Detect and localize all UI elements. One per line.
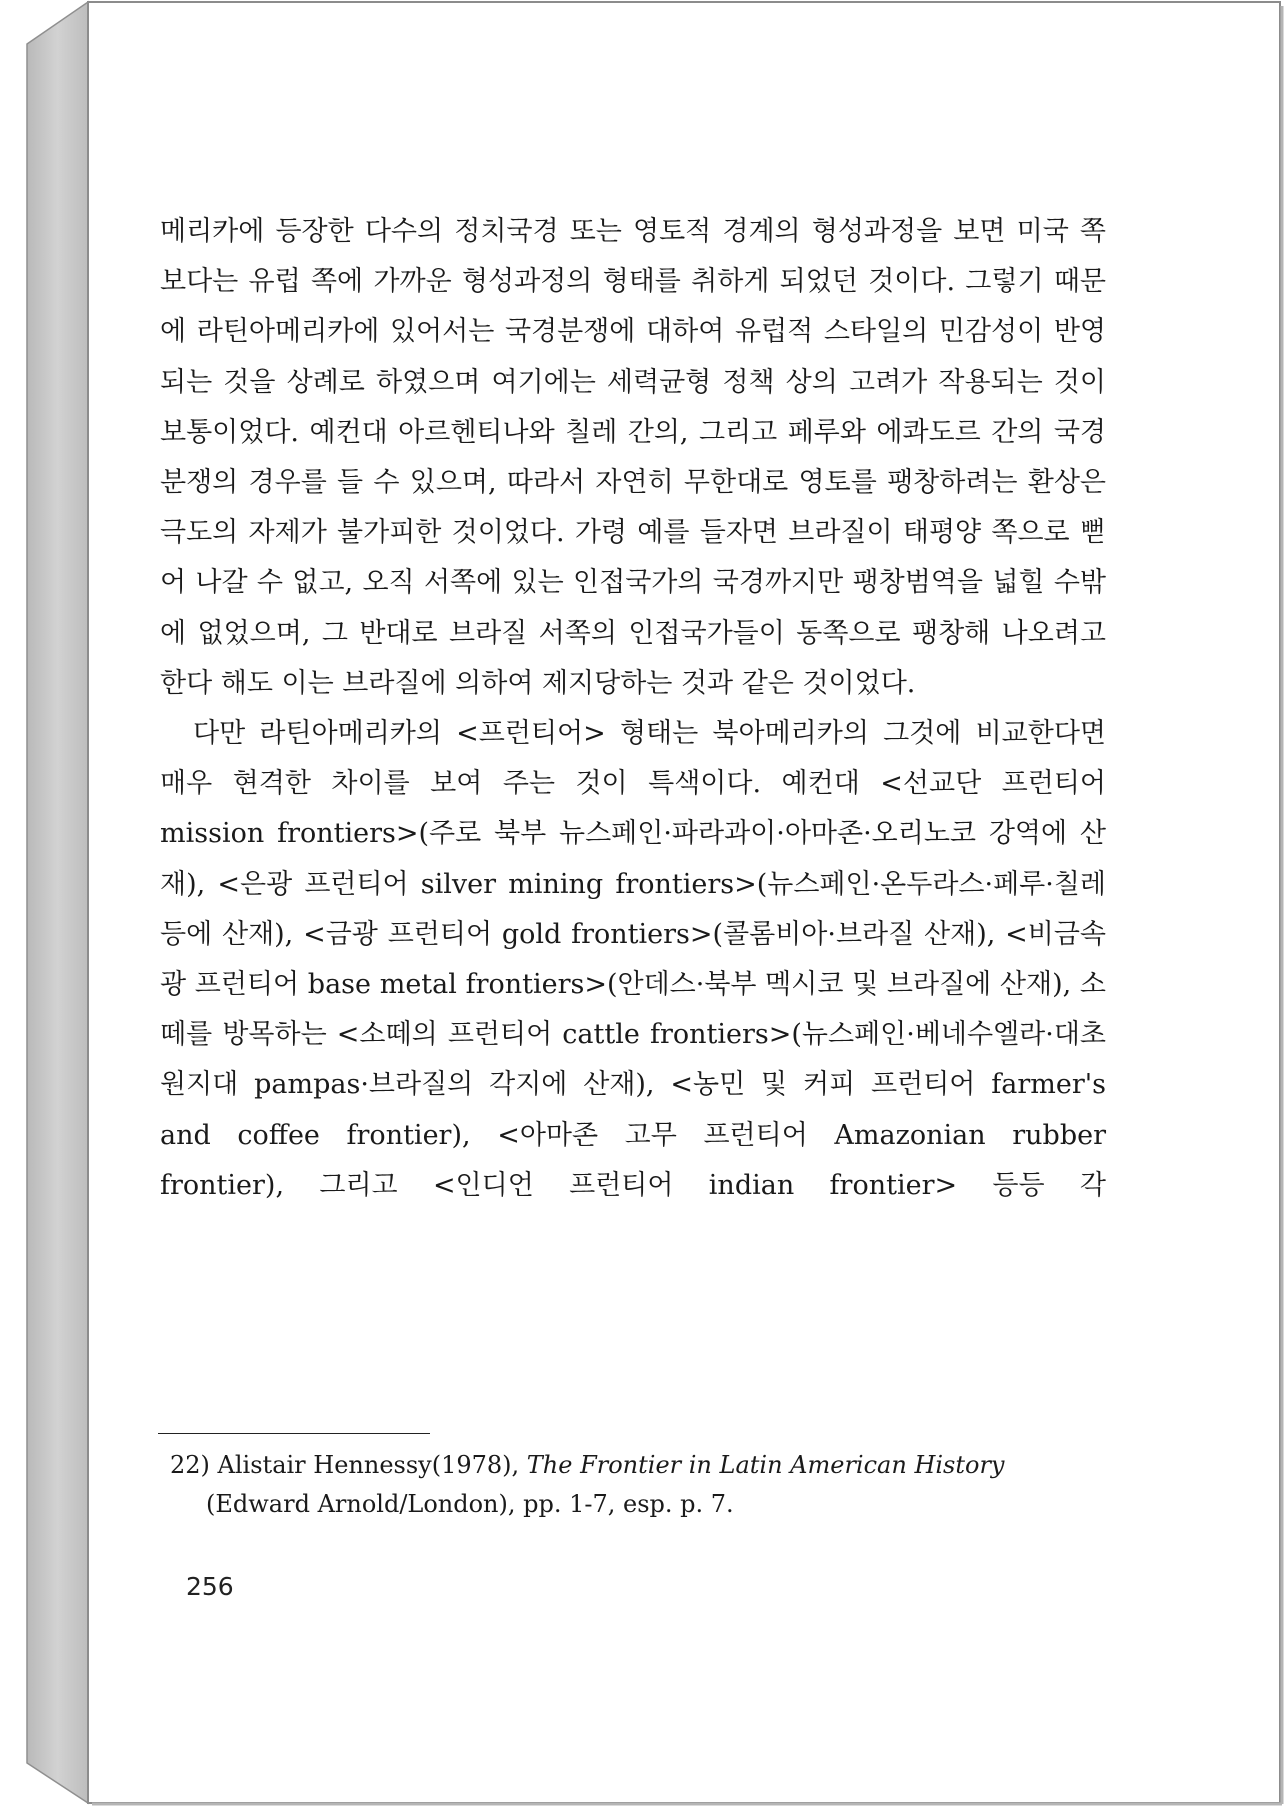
footnote-author: Alistair Hennessy(1978), [217, 1451, 520, 1479]
book-spine [27, 2, 88, 1803]
footnote-number: 22) [170, 1451, 210, 1479]
footnote-divider [158, 1433, 430, 1434]
paragraph-2: 다만 라틴아메리카의 <프런티어> 형태는 북아메리카의 그것에 비교한다면 매우 현격한 차이를 보여 주는 것이 특색이다. 예컨대 <선교단 프런티어 mission frontiers>(주로 북부 뉴스페인·파라과이·아마존·오리노코 강역에 산재), <은광 프런티어 silver mining frontiers>(뉴스페인·온두라스·페루·칠레 등에 산재), <금광 프런티어 gold frontiers>(콜롬비아·브라질 산재), <비금속광 프런티어 base metal frontiers>(안데스·북부 멕시코 및 브라질에 산재), 소떼를 방목하는 <소떼의 프런티어 cattle frontiers>(뉴스페인·베네수엘라·대초원지대 pampas·브라질의 각지에 산재), <농민 및 커피 프런티어 farmer's and coffee frontier), <아마존 고무 프런티어 Amazonian rubber frontier), 그리고 <인디언 프런티어 indian frontier> 등등 각 [160, 718, 1106, 1201]
paragraph-1: 메리카에 등장한 다수의 정치국경 또는 영토적 경계의 형성과정을 보면 미국 쪽보다는 유럽 쪽에 가까운 형성과정의 형태를 취하게 되었던 것이다. 그렇기 때문에 라틴아메리카에 있어서는 국경분쟁에 대하여 유럽적 스타일의 민감성이 반영되는 것을 상례로 하였으며 여기에는 세력균형 정책 상의 고려가 작용되는 것이 보통이었다. 예컨대 아르헨티나와 칠레 간의, 그리고 페루와 에콰도르 간의 국경분쟁의 경우를 들 수 있으며, 따라서 자연히 무한대로 영토를 팽창하려는 환상은 극도의 자제가 불가피한 것이었다. 가령 예를 들자면 브라질이 태평양 쪽으로 뻗어 나갈 수 없고, 오직 서쪽에 있는 인접국가의 국경까지만 팽창범역을 넓힐 수밖에 없었으며, 그 반대로 브라질 서쪽의 인접국가들이 동쪽으로 팽창해 나오려고 한다 해도 이는 브라질에 의하여 제지당하는 것과 같은 것이었다. [160, 216, 1106, 699]
footnote-book-title: The Frontier in Latin American History [526, 1451, 1005, 1479]
footnote-22 [170, 1446, 1110, 1524]
footnote-publisher: (Edward Arnold/London), pp. 1-7, esp. p. 7. [206, 1490, 734, 1518]
main-text [160, 207, 1106, 1211]
page-number: 256 [186, 1572, 234, 1601]
